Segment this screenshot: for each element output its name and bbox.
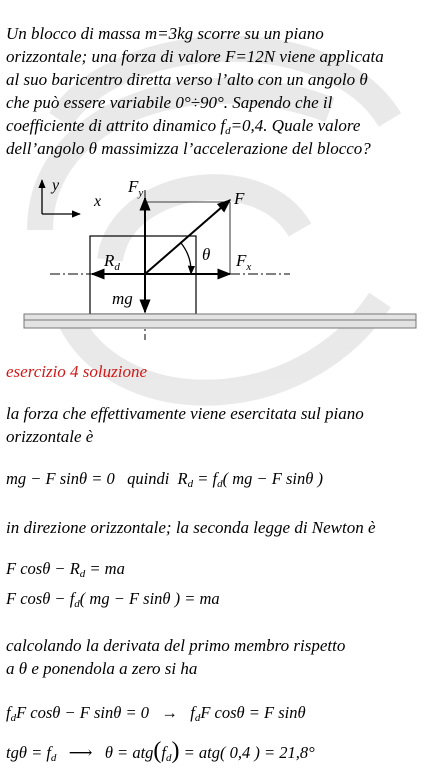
rd-label: $R_d$ <box>104 251 120 273</box>
problem-line: coefficiente di attrito dinamico $f_d=0,4$. Quale valore <box>6 116 361 137</box>
x-axis-label: x <box>94 193 102 210</box>
solution-text-3: calcolando la derivata del primo membro rispetto a θ e ponendola a zero si ha <box>6 636 346 678</box>
f-vector <box>145 200 230 274</box>
f-label: F <box>234 189 245 208</box>
problem-line: orizzontale; una forza di valore F=12N viene applicata <box>6 47 384 66</box>
fx-label: $F_x$ <box>236 251 252 273</box>
theta-arc <box>181 243 191 274</box>
mg-label: mg <box>112 289 133 308</box>
problem-line: dell’angolo θ massimizza l’accelerazione del blocco? <box>6 139 371 158</box>
problem-statement <box>6 22 384 160</box>
theta-label: θ <box>202 245 211 264</box>
solution-title: esercizio 4 soluzione <box>6 362 148 381</box>
fy-label: $F_y$ <box>128 177 144 199</box>
ground <box>24 314 416 328</box>
problem-line: Un blocco di massa m=3kg scorre su un piano <box>6 24 324 43</box>
equation-5: $tg\theta = f_d$ ⟶ $\theta = atg(f_d) = atg$( 0,4 ) = 21,8° <box>6 738 315 764</box>
solution-text-1: la forza che effettivamente viene esercitata sul piano orizzontale è <box>6 404 364 446</box>
force-diagram <box>0 170 428 350</box>
equation-1: mg − F sinθ = 0 quindi $R_d = f_d$( mg − F sinθ ) <box>6 469 323 490</box>
long-arrow-icon: ⟶ <box>68 743 93 762</box>
problem-line: al suo baricentro diretta verso l’alto con un angolo θ <box>6 70 368 89</box>
solution-text-2: in direzione orizzontale; la seconda legge di Newton è <box>6 518 376 537</box>
equation-4: $f_dF$ cosθ − F sinθ = 0 → $f_dF$ cosθ = F sinθ <box>6 703 306 724</box>
equation-2: F $\cos\theta - R_d$ = ma <box>6 559 125 580</box>
problem-line: che può essere variabile 0°÷90°. Sapendo che il <box>6 93 333 112</box>
equation-3: F $\cos\theta - f_d$( mg − F sinθ ) = ma <box>6 589 220 610</box>
y-axis-label: y <box>52 177 60 194</box>
arrow-icon: → <box>161 703 178 722</box>
